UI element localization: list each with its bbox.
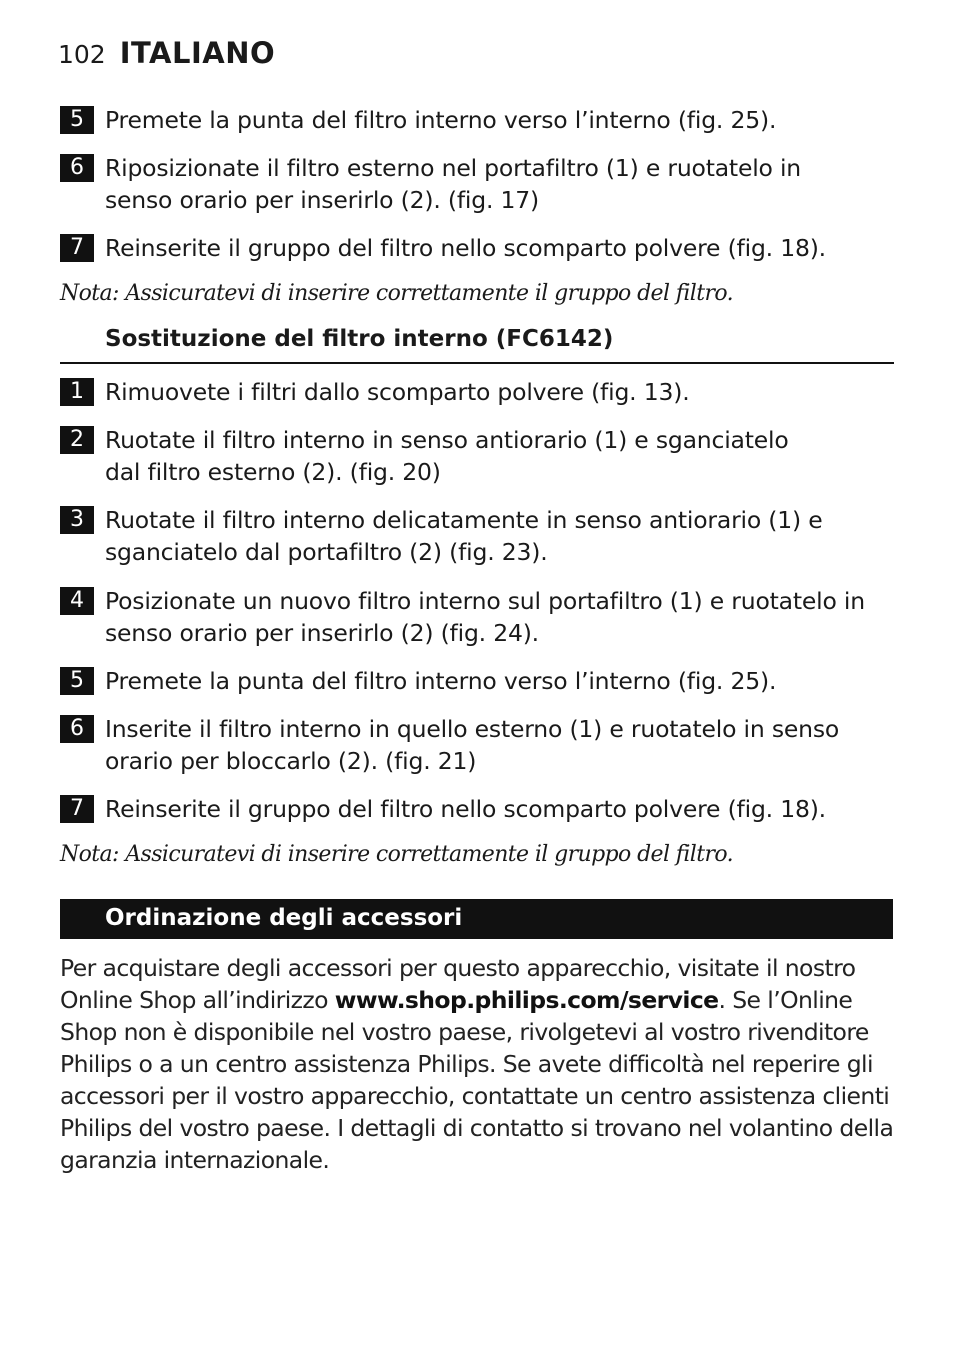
step-text: Reinserite il gruppo del filtro nello scomparto polvere (fig. 18).	[105, 795, 826, 823]
section-title: Ordinazione degli accessori	[105, 905, 463, 931]
paragraph-text-after: . Se l’Online Shop non è disponibile nel vostro paese, rivolgetevi al vostro rivenditore Philips o a un centro assistenza Philips. Se avete difficoltà nel reperire gli accessori per il vostro apparecchio, contattate un centro assistenza clienti Philips del vostro paese. I dettagli di contatto si trovano nel volantino della garanzia internazionale.	[60, 986, 894, 1174]
step-number: 5	[60, 667, 94, 695]
step-text: Reinserite il gruppo del filtro nello scomparto polvere (fig. 18).	[105, 234, 826, 262]
section-heading-bar	[60, 899, 893, 939]
page-header	[58, 36, 275, 70]
subsection-title: Sostituzione del filtro interno (FC6142)	[105, 326, 614, 352]
step-number: 2	[60, 426, 94, 454]
step-item	[60, 104, 900, 136]
note-text: Nota: Assicuratevi di inserire correttamente il gruppo del filtro.	[60, 281, 734, 306]
note-text: Nota: Assicuratevi di inserire correttamente il gruppo del filtro.	[60, 842, 734, 867]
step-item	[60, 504, 850, 568]
step-text: Inserite il filtro interno in quello esterno (1) e ruotatelo in senso orario per bloccarlo (2). (fig. 21)	[105, 715, 840, 775]
page-number: 102	[58, 40, 106, 69]
shop-url-link[interactable]: www.shop.philips.com/service	[334, 986, 719, 1014]
step-item	[60, 376, 900, 408]
step-text: Premete la punta del filtro interno verso l’interno (fig. 25).	[105, 106, 777, 134]
language-title: ITALIANO	[119, 36, 276, 70]
step-text: Riposizionate il filtro esterno nel portafiltro (1) e ruotatelo in senso orario per inserirlo (2). (fig. 17)	[105, 154, 801, 214]
step-item	[60, 585, 905, 649]
paragraph-text-before: Per acquistare degli accessori per questo apparecchio, visitate il nostro Online Shop all’indirizzo	[60, 954, 856, 1014]
step-number: 3	[60, 506, 94, 534]
step-number: 7	[60, 795, 94, 823]
step-text: Posizionate un nuovo filtro interno sul portafiltro (1) e ruotatelo in senso orario per inserirlo (2) (fig. 24).	[105, 587, 865, 647]
step-text: Ruotate il filtro interno in senso antiorario (1) e sganciatelo dal filtro esterno (2). (fig. 20)	[105, 426, 789, 486]
step-item	[60, 793, 900, 825]
step-item	[60, 232, 900, 264]
step-item	[60, 713, 875, 777]
step-item	[60, 665, 900, 697]
step-item	[60, 152, 840, 216]
step-number: 4	[60, 587, 94, 615]
step-text: Ruotate il filtro interno delicatamente in senso antiorario (1) e sganciatelo dal portafiltro (2) (fig. 23).	[105, 506, 823, 566]
step-number: 7	[60, 234, 94, 262]
step-text: Rimuovete i filtri dallo scomparto polvere (fig. 13).	[105, 378, 690, 406]
step-text: Premete la punta del filtro interno verso l’interno (fig. 25).	[105, 667, 777, 695]
accessories-paragraph	[60, 952, 910, 1176]
step-number: 6	[60, 715, 94, 743]
step-number: 5	[60, 106, 94, 134]
subsection-heading	[60, 326, 894, 364]
step-item	[60, 424, 820, 488]
step-number: 1	[60, 378, 94, 406]
step-number: 6	[60, 154, 94, 182]
